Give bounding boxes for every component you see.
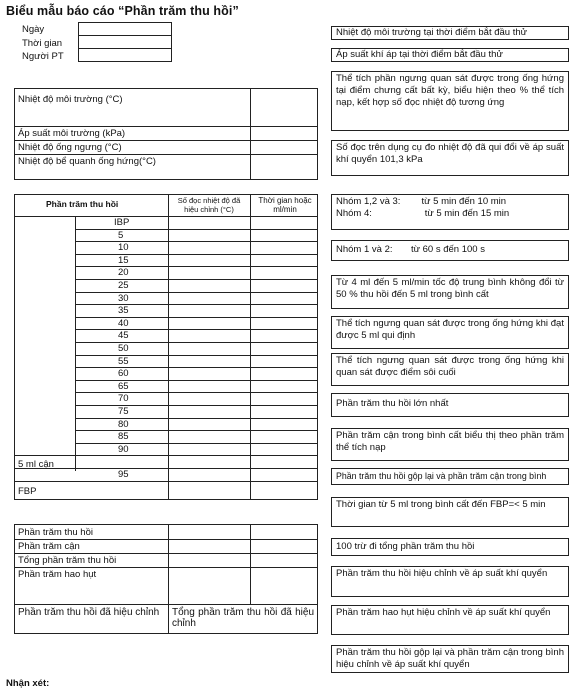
summary-row-line xyxy=(14,604,318,605)
date-field[interactable] xyxy=(78,22,172,36)
recovery-time-cell[interactable] xyxy=(251,280,317,292)
instruction-max-recovery: Phần trăm thu hồi lớn nhất xyxy=(331,393,569,417)
col-temp-header: Số đọc nhiệt độ đã hiệu chỉnh (°C) xyxy=(177,196,241,214)
recovery-row-label: 35 xyxy=(118,305,129,317)
recovery-temp-cell[interactable] xyxy=(169,343,249,355)
summary-row-line xyxy=(14,539,318,540)
recovery-temp-cell[interactable] xyxy=(169,217,249,229)
recovery-row-label: 60 xyxy=(118,368,129,380)
operator-field[interactable] xyxy=(78,48,172,62)
total-corrected-recovery-label: Tổng phần trăm thu hồi đã hiệu chỉnh xyxy=(172,607,314,629)
recovery-temp-cell[interactable] xyxy=(169,280,249,292)
time-field[interactable] xyxy=(78,35,172,49)
date-label: Ngày xyxy=(22,24,45,35)
recovery-time-cell[interactable] xyxy=(251,305,317,317)
instruction-corrected-loss: Phần trăm hao hụt hiệu chỉnh về áp suất khí quyển xyxy=(331,605,569,635)
recovery-row-line xyxy=(14,455,318,456)
condenser-temp-value[interactable] xyxy=(251,141,317,154)
recovery-temp-cell[interactable] xyxy=(169,230,249,242)
recovery-time-cell[interactable] xyxy=(251,255,317,267)
recovery-row-label: 40 xyxy=(118,317,129,329)
bath-temp-value[interactable] xyxy=(251,155,317,179)
recovery-temp-cell[interactable] xyxy=(169,267,249,279)
recovery-time-cell[interactable] xyxy=(251,406,317,418)
recovery-time-cell[interactable] xyxy=(251,444,317,456)
summary-divider xyxy=(250,524,251,604)
instruction-volume: Thể tích phần ngưng quan sát được trong ống hứng tại điểm chưng cất bất kỳ, biểu hiện theo % thể tích nạp, kết hợp số đọc nhiệt độ tương ứng xyxy=(331,71,569,131)
recovery-row-label: 55 xyxy=(118,355,129,367)
instruction-corrected-combined: Phần trăm thu hồi gộp lại và phần trăm cận trong bình hiệu chỉnh về áp suất khí quyển xyxy=(331,645,569,673)
recovery-time-cell[interactable] xyxy=(251,393,317,405)
recovered-label: Phần trăm thu hồi xyxy=(18,527,93,538)
summary-row-line xyxy=(14,567,318,568)
recovery-temp-cell[interactable] xyxy=(169,406,249,418)
residue-label: Phần trăm cận xyxy=(18,541,80,552)
recovery-temp-cell[interactable] xyxy=(169,419,249,431)
recovery-time-cell[interactable] xyxy=(251,368,317,380)
recovery-temp-cell[interactable] xyxy=(169,393,249,405)
ambient-pressure-value[interactable] xyxy=(251,127,317,140)
recovery-time-cell[interactable] xyxy=(251,381,317,393)
recovery-time-cell[interactable] xyxy=(251,356,317,368)
form-title: Biểu mẫu báo cáo “Phần trăm thu hồi” xyxy=(6,4,239,18)
recovery-temp-cell[interactable] xyxy=(169,318,249,330)
condenser-temp-label: Nhiệt độ ống ngưng (°C) xyxy=(18,142,122,153)
instruction-5ml-volume: Thể tích ngưng quan sát được trong ống hứng khi đạt được 5 ml qui định xyxy=(331,316,569,349)
recovery-row-label: 5 xyxy=(118,229,124,241)
total-recovered-label: Tổng phần trăm thu hồi xyxy=(18,555,117,566)
instruction-time-fbp: Thời gian từ 5 ml trong bình cất đến FBP=< 5 min xyxy=(331,497,569,527)
instruction-groups-time xyxy=(331,194,569,230)
recovery-temp-cell[interactable] xyxy=(169,305,249,317)
instruction-ambient-pressure: Áp suất khí áp tại thời điểm bắt đầu thử xyxy=(331,48,569,62)
summary-row-line xyxy=(14,553,318,554)
recovery-row-label: 65 xyxy=(118,380,129,392)
instruction-group-4: Nhóm 4: từ 5 min đến 15 min xyxy=(336,208,510,219)
summary-divider xyxy=(168,524,169,634)
recovery-temp-cell[interactable] xyxy=(169,356,249,368)
recovery-row-label: 25 xyxy=(118,280,129,291)
recovery-row-label: 45 xyxy=(118,330,129,342)
time-label: Thời gian xyxy=(22,38,63,49)
recovery-temp-cell[interactable] xyxy=(169,242,249,254)
recovery-row-label: 10 xyxy=(118,242,129,254)
recovery-time-cell[interactable] xyxy=(251,419,317,431)
corrected-recovery-label: Phần trăm thu hồi đã hiệu chỉnh xyxy=(18,607,160,618)
recovery-time-cell[interactable] xyxy=(251,230,317,242)
recovery-row-label: 75 xyxy=(118,406,129,417)
instruction-rate: Từ 4 ml đến 5 ml/min tốc độ trung bình không đổi từ 50 % thu hồi đến 5 ml trong bình cất xyxy=(331,275,569,309)
recovery-row-label: 20 xyxy=(118,267,129,279)
recovery-temp-cell[interactable] xyxy=(169,444,249,456)
residue-5ml-label: 5 ml cận xyxy=(18,459,54,470)
instruction-groups-1-3: Nhóm 1,2 và 3: từ 5 min đến 10 min xyxy=(336,196,507,207)
recovery-temp-cell[interactable] xyxy=(169,255,249,267)
instruction-residue: Phần trăm cận trong bình cất biểu thị theo phần trăm thể tích nạp xyxy=(331,428,569,461)
operator-label: Người PT xyxy=(22,51,64,62)
recovery-row-label: 15 xyxy=(118,254,129,266)
recovery-time-cell[interactable] xyxy=(251,267,317,279)
recovery-row-label: 70 xyxy=(118,393,129,405)
recovery-row-line xyxy=(14,468,318,469)
recovery-time-cell[interactable] xyxy=(251,318,317,330)
notes-label: Nhận xét: xyxy=(6,678,50,689)
recovery-row-label: 80 xyxy=(118,418,129,430)
col-recovery-header: Phần trăm thu hồi xyxy=(46,199,119,209)
recovery-row-label: 90 xyxy=(118,443,129,455)
recovery-time-cell[interactable] xyxy=(251,330,317,342)
recovery-row-label: 85 xyxy=(118,431,129,443)
recovery-row-label: 50 xyxy=(118,343,129,354)
recovery-row-label: IBP xyxy=(114,217,130,228)
recovery-temp-cell[interactable] xyxy=(169,330,249,342)
instruction-temp-correction: Số đọc trên dụng cụ đo nhiệt độ đã qui đổi về áp suất khí quyển 101,3 kPa xyxy=(331,140,569,176)
recovery-time-cell[interactable] xyxy=(251,293,317,305)
instruction-groups-1-2: Nhóm 1 và 2: từ 60 s đến 100 s xyxy=(331,240,569,261)
recovery-temp-cell[interactable] xyxy=(169,368,249,380)
recovery-time-cell[interactable] xyxy=(251,217,317,229)
recovery-temp-cell[interactable] xyxy=(169,381,249,393)
ambient-pressure-label: Áp suất môi trường (kPa) xyxy=(18,128,126,139)
instruction-ambient-temp: Nhiệt độ môi trường tại thời điểm bắt đầu thử xyxy=(331,26,569,40)
recovery-row-label: 30 xyxy=(118,292,129,304)
ambient-temp-value[interactable] xyxy=(251,89,317,126)
recovery-temp-cell[interactable] xyxy=(169,431,249,443)
ambient-temp-label: Nhiệt độ môi trường (°C) xyxy=(18,94,123,105)
recovery-row-95-label: 95 xyxy=(118,469,129,480)
col-time-header: Thời gian hoặc ml/min xyxy=(258,196,312,214)
instruction-corrected-recovery: Phần trăm thu hồi hiệu chỉnh về áp suất khí quyển xyxy=(331,566,569,597)
instruction-loss: 100 trừ đi tổng phần trăm thu hồi xyxy=(331,538,569,556)
recovery-time-cell[interactable] xyxy=(251,343,317,355)
recovery-time-cell[interactable] xyxy=(251,431,317,443)
recovery-row-line xyxy=(14,481,318,482)
fbp-label: FBP xyxy=(18,486,37,497)
instruction-end-point-volume: Thể tích ngưng quan sát được trong ống hứng khi quan sát được điểm sôi cuối xyxy=(331,353,569,386)
bath-temp-label: Nhiệt độ bể quanh ống hứng(°C) xyxy=(18,156,156,167)
recovery-time-cell[interactable] xyxy=(251,242,317,254)
recovery-temp-cell[interactable] xyxy=(169,293,249,305)
loss-label: Phần trăm hao hụt xyxy=(18,569,97,580)
instruction-combined: Phần trăm thu hồi gộp lại và phần trăm cận trong bình xyxy=(331,468,569,485)
